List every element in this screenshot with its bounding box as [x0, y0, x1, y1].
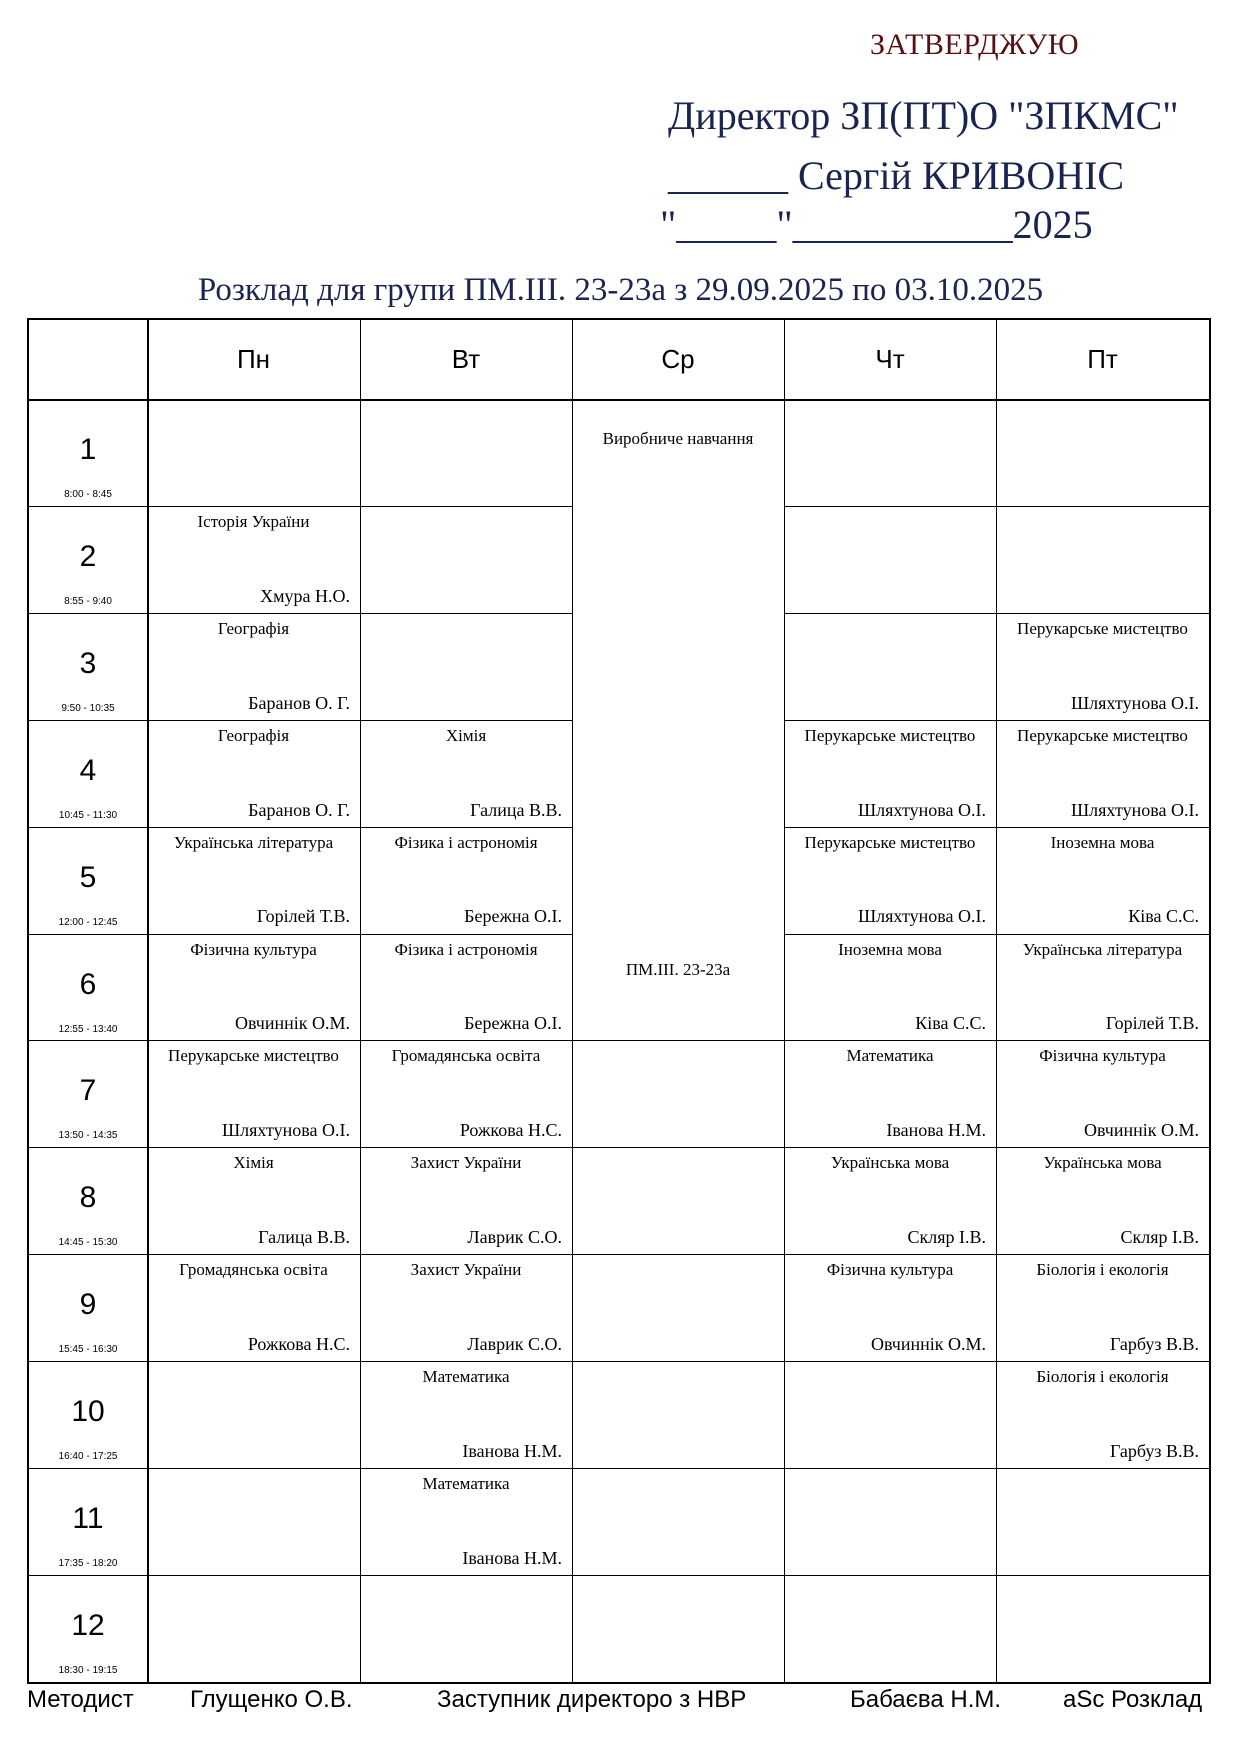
lesson-cell[interactable] — [360, 1040, 572, 1147]
lesson-cell[interactable] — [996, 1254, 1209, 1361]
lesson-subject: Хімія — [233, 1153, 274, 1173]
lesson-teacher: Лаврик С.О. — [467, 1334, 562, 1355]
lesson-teacher: Хмура Н.О. — [260, 585, 350, 606]
period-number: 1 — [79, 433, 97, 466]
period-number: 8 — [79, 1181, 97, 1215]
period-time: 13:50 - 14:35 — [58, 1130, 118, 1142]
lesson-subject: Українська література — [173, 832, 334, 852]
period-number: 6 — [79, 967, 97, 1001]
lesson-cell[interactable] — [996, 1361, 1209, 1468]
lesson-teacher: Бережна О.І. — [464, 1013, 562, 1034]
lesson-subject: Географія — [217, 618, 290, 638]
methodist-label: Методист — [27, 1686, 134, 1713]
lesson-cell[interactable] — [147, 1147, 360, 1254]
lesson-subject: Біологія і екологія — [1036, 1260, 1169, 1280]
lesson-subject: Громадянська освіта — [179, 1260, 328, 1280]
period-time: 12:55 - 13:40 — [58, 1023, 118, 1035]
lesson-cell[interactable] — [360, 720, 572, 827]
lesson-cell[interactable] — [360, 934, 572, 1041]
lesson-teacher: Горілей Т.В. — [256, 906, 350, 927]
lesson-cell[interactable] — [996, 720, 1209, 827]
period-number: 5 — [79, 860, 97, 894]
lesson-subject: Фізична культура — [826, 1260, 954, 1280]
practice-subject: Виробниче навчання — [602, 429, 754, 448]
lesson-subject: Іноземна мова — [1050, 832, 1155, 852]
period-time: 16:40 - 17:25 — [58, 1451, 118, 1463]
lesson-teacher: Шляхтунова О.І. — [1071, 799, 1199, 820]
wednesday-practice-block[interactable] — [572, 399, 784, 1040]
lesson-subject: Математика — [422, 1367, 510, 1387]
period-number: 4 — [79, 753, 97, 787]
lesson-teacher: Лаврик С.О. — [467, 1227, 562, 1248]
lesson-cell[interactable] — [360, 827, 572, 934]
period-time: 18:30 - 19:15 — [58, 1664, 118, 1676]
lesson-cell[interactable] — [360, 1361, 572, 1468]
lesson-cell[interactable] — [147, 720, 360, 827]
period-number: 10 — [71, 1395, 105, 1429]
director-signature: ______ Сергій КРИВОНІС — [668, 153, 1125, 198]
lesson-subject: Фізична культура — [190, 939, 317, 959]
lesson-cell[interactable] — [784, 1040, 996, 1147]
lesson-teacher: Гарбуз В.В. — [1109, 1334, 1199, 1355]
lesson-subject: Біологія і екологія — [1036, 1367, 1169, 1387]
lesson-teacher: Шляхтунова О.І. — [858, 906, 986, 927]
approval-date-line: "_____"___________2025 — [660, 202, 1093, 247]
day-header: Пн — [236, 344, 271, 374]
lesson-teacher: Овчиннік О.М. — [870, 1334, 986, 1355]
lesson-subject: Перукарське мистецтво — [1017, 725, 1188, 745]
lesson-teacher: Бережна О.І. — [464, 906, 562, 927]
day-header: Ср — [661, 344, 695, 374]
lesson-subject: Українська мова — [1043, 1153, 1162, 1173]
lesson-cell[interactable] — [784, 934, 996, 1041]
software-label: aSc Розклад — [1063, 1686, 1203, 1713]
lesson-cell[interactable] — [360, 1254, 572, 1361]
lesson-subject: Фізична культура — [1039, 1046, 1166, 1066]
lesson-teacher: Овчиннік О.М. — [234, 1013, 350, 1034]
lesson-subject: Захист України — [410, 1153, 522, 1173]
lesson-teacher: Овчиннік О.М. — [1083, 1120, 1199, 1141]
lesson-cell[interactable] — [360, 1147, 572, 1254]
period-time: 17:35 - 18:20 — [58, 1558, 118, 1569]
lesson-teacher: Шляхтунова О.І. — [1071, 692, 1199, 713]
deputy-label: Заступник директоро з НВР — [437, 1686, 747, 1713]
period-time: 10:45 - 11:30 — [58, 809, 118, 821]
period-time: 9:50 - 10:35 — [61, 702, 115, 714]
day-header: Чт — [875, 344, 905, 374]
lesson-subject: Перукарське мистецтво — [804, 832, 976, 852]
methodist-name: Глущенко О.В. — [190, 1686, 353, 1713]
lesson-cell[interactable] — [784, 1254, 996, 1361]
period-time: 12:00 - 12:45 — [58, 916, 118, 928]
lesson-teacher: Галица В.В. — [258, 1227, 350, 1248]
lesson-subject: Перукарське мистецтво — [1017, 618, 1188, 638]
lesson-subject: Громадянська освіта — [391, 1046, 541, 1066]
lesson-cell[interactable] — [784, 827, 996, 934]
period-time: 15:45 - 16:30 — [58, 1344, 118, 1356]
lesson-cell[interactable] — [996, 613, 1209, 720]
lesson-cell[interactable] — [147, 827, 360, 934]
period-number: 7 — [79, 1074, 97, 1108]
lesson-teacher: Іванова Н.М. — [462, 1547, 562, 1568]
day-header: Вт — [451, 344, 481, 374]
lesson-teacher: Горілей Т.В. — [1105, 1013, 1199, 1034]
lesson-cell[interactable] — [996, 934, 1209, 1041]
lesson-teacher: Іванова Н.М. — [462, 1440, 562, 1461]
lesson-cell[interactable] — [784, 1147, 996, 1254]
lesson-cell[interactable] — [996, 1040, 1209, 1147]
period-number: 12 — [71, 1608, 105, 1642]
lesson-teacher: Галица В.В. — [470, 799, 562, 820]
period-time: 8:00 - 8:45 — [64, 489, 112, 500]
lesson-cell[interactable] — [147, 934, 360, 1041]
period-number: 11 — [72, 1502, 104, 1535]
lesson-cell[interactable] — [147, 613, 360, 720]
period-number: 9 — [79, 1288, 97, 1322]
lesson-subject: Хімія — [445, 725, 487, 745]
lesson-teacher: Рожкова Н.С. — [459, 1120, 562, 1141]
practice-group: ПМ.III. 23-23а — [625, 960, 731, 980]
lesson-subject: Фізика і астрономія — [394, 832, 538, 852]
lesson-subject: Іноземна мова — [838, 939, 942, 959]
lesson-cell[interactable] — [147, 506, 360, 613]
lesson-teacher: Іванова Н.М. — [886, 1120, 986, 1141]
lesson-subject: Географія — [217, 725, 290, 745]
lesson-cell[interactable] — [147, 1040, 360, 1147]
period-time: 14:45 - 15:30 — [58, 1237, 118, 1249]
period-time: 8:55 - 9:40 — [64, 595, 112, 607]
lesson-subject: Українська література — [1022, 939, 1183, 959]
lesson-subject: Українська мова — [830, 1153, 950, 1173]
lesson-subject: Математика — [846, 1046, 934, 1066]
lesson-teacher: Шляхтунова О.І. — [858, 799, 986, 820]
lesson-subject: Захист України — [410, 1260, 522, 1280]
lesson-teacher: Шляхтунова О.І. — [222, 1120, 350, 1141]
lesson-subject: Математика — [422, 1474, 510, 1493]
lesson-cell[interactable] — [996, 827, 1209, 934]
lesson-teacher: Баранов О. Г. — [248, 799, 350, 820]
lesson-subject: Історія України — [197, 511, 310, 531]
schedule-title: Розклад для групи ПМ.III. 23-23а з 29.09.2025 по 03.10.2025 — [197, 272, 1044, 308]
lesson-subject: Перукарське мистецтво — [168, 1046, 339, 1066]
row-divider — [784, 506, 1209, 507]
lesson-cell[interactable] — [147, 1254, 360, 1361]
deputy-name: Бабаєва Н.М. — [850, 1686, 1002, 1713]
lesson-subject: Перукарське мистецтво — [804, 725, 976, 745]
lesson-teacher: Рожкова Н.С. — [247, 1334, 350, 1355]
lesson-cell[interactable] — [360, 1468, 572, 1575]
period-number: 3 — [79, 646, 97, 680]
row-divider — [29, 1468, 1209, 1469]
schedule-table — [27, 318, 1211, 1684]
lesson-cell[interactable] — [784, 720, 996, 827]
day-header: Пт — [1087, 344, 1118, 374]
lesson-teacher: Баранов О. Г. — [248, 692, 350, 713]
lesson-teacher: Ківа С.С. — [915, 1013, 986, 1034]
lesson-subject: Фізика і астрономія — [394, 939, 538, 959]
period-number: 2 — [79, 539, 97, 573]
director-title: Директор ЗП(ПТ)О "ЗПКМС" — [668, 93, 1179, 138]
row-divider — [29, 1575, 1209, 1576]
lesson-teacher: Скляр І.В. — [907, 1227, 986, 1248]
lesson-teacher: Гарбуз В.В. — [1109, 1440, 1199, 1461]
lesson-cell[interactable] — [996, 1147, 1209, 1254]
lesson-teacher: Скляр І.В. — [1120, 1227, 1199, 1248]
approve-label: ЗАТВЕРДЖУЮ — [870, 28, 1080, 61]
lesson-teacher: Ківа С.С. — [1128, 906, 1199, 927]
